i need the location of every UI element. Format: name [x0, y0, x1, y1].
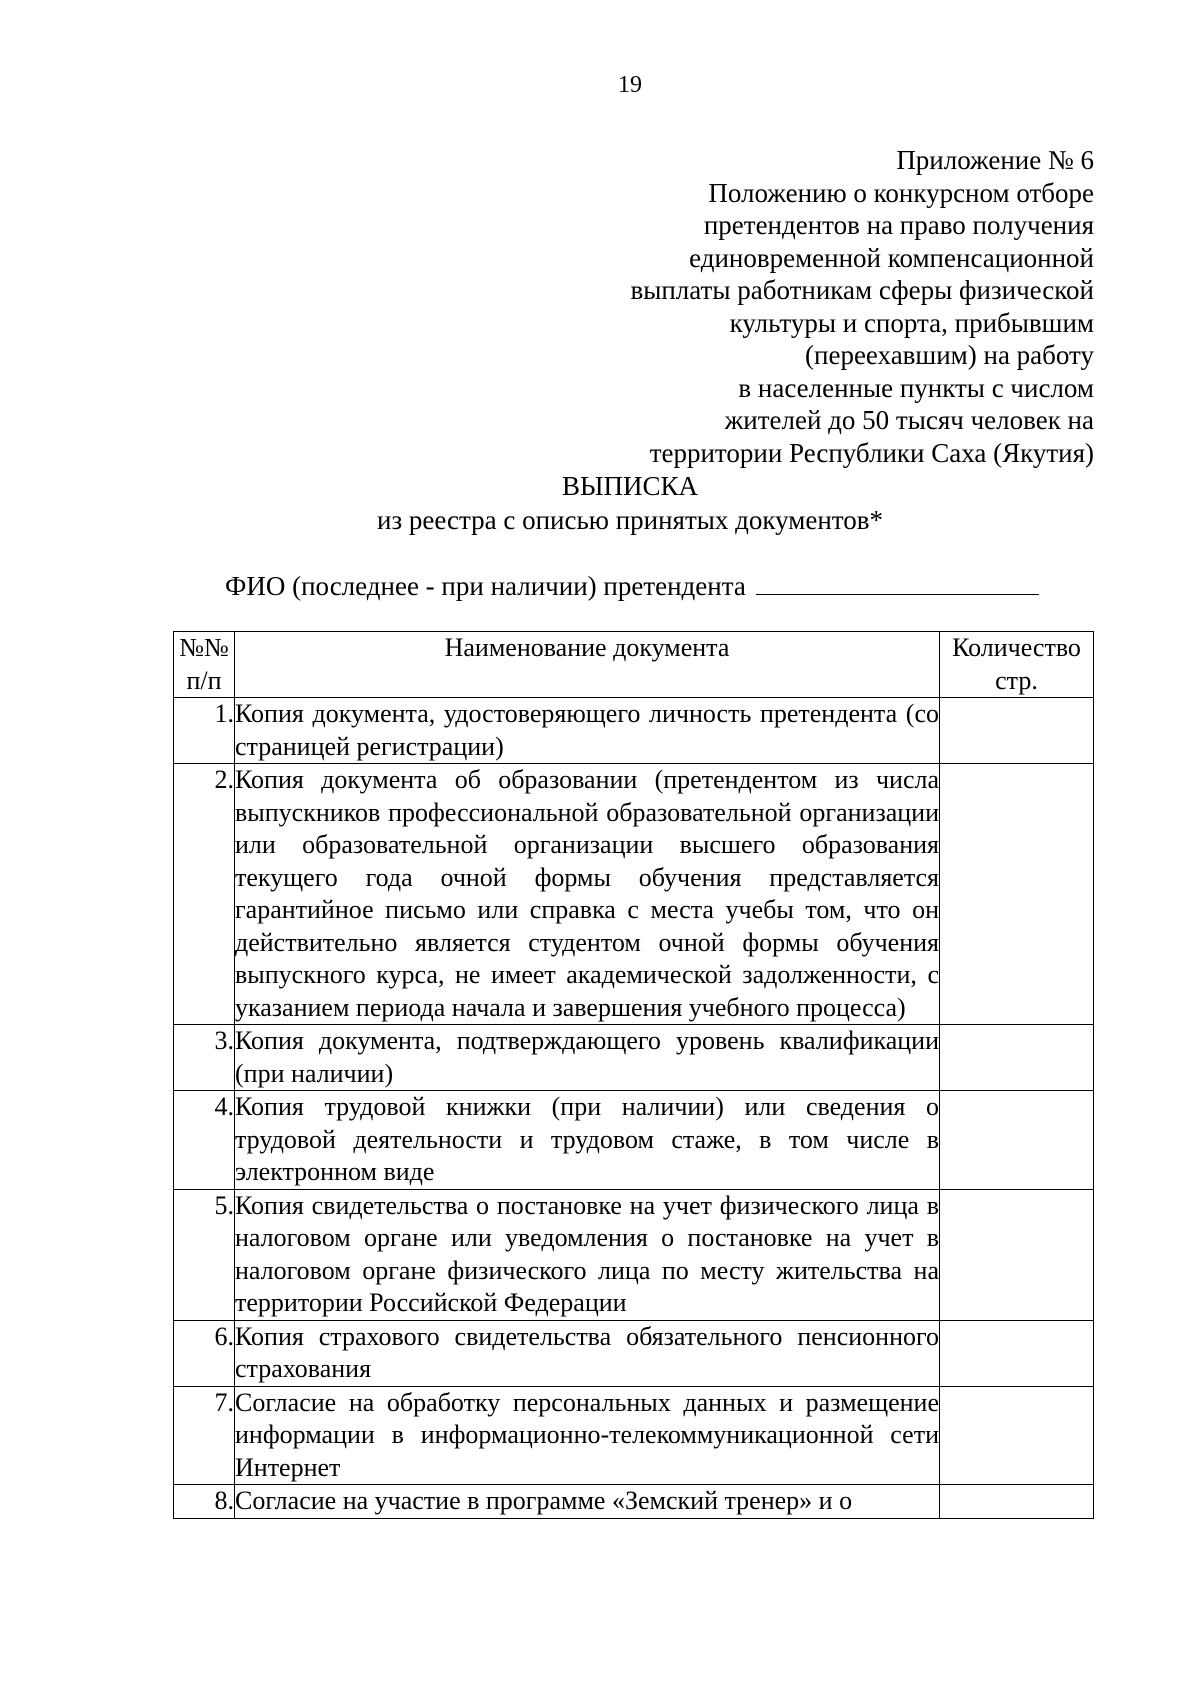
documents-table [173, 631, 1094, 1519]
table-row [174, 764, 1094, 1025]
row-page-count [940, 698, 1094, 764]
table-row [174, 1386, 1094, 1485]
header-number [174, 632, 235, 698]
row-document-name: Копия свидетельства о постановке на учет физического лица в налоговом органе или уведомления о постановке на учет в налоговом органе физического лица по месту жительства на территории Российской Федерации [235, 1189, 940, 1320]
appendix-line: (переехавшим) на работу [805, 340, 1094, 370]
row-page-count [940, 764, 1094, 1025]
row-document-name: Копия трудовой книжки (при наличии) или сведения о трудовой деятельности и трудовом стаже, в том числе в электронном виде [235, 1091, 940, 1190]
row-page-count [940, 1091, 1094, 1190]
row-page-count [940, 1485, 1094, 1519]
document-title: ВЫПИСКА [561, 471, 699, 501]
appendix-line: претендентов на право получения [703, 210, 1094, 240]
table-row [174, 1485, 1094, 1519]
appendix-line: жителей до 50 тысяч человек на [724, 405, 1094, 435]
row-document-name: Копия документа об образовании (претендентом из числа выпускников профессиональной образовательной организации или образовательной организации высшего образования текущего года очной формы обучения представляется гарантийное письмо или справка с места учебы том, что он действительно является студентом очной формы обучения выпускного курса, не имеет академической задолженности, с указанием периода начала и завершения учебного процесса) [235, 764, 940, 1025]
header-number-line: п/п [186, 665, 222, 695]
row-number: 7. [174, 1386, 235, 1485]
row-number: 5. [174, 1189, 235, 1320]
header-page-count-line: Количество [952, 633, 1081, 662]
document-subtitle: из реестра с описью принятых документов* [377, 505, 883, 535]
appendix-line: Приложение № 6 [896, 145, 1094, 175]
appendix-line: культуры и спорта, прибывшим [729, 307, 1094, 338]
header-number-line: №№ [179, 633, 229, 662]
row-page-count [940, 1320, 1094, 1386]
row-document-name: Копия документа, удостоверяющего личность претендента (со страницей регистрации) [235, 698, 940, 764]
row-page-count [940, 1189, 1094, 1320]
row-document-name: Копия документа, подтверждающего уровень квалификации (при наличии) [235, 1025, 940, 1091]
row-document-name: Согласие на участие в программе «Земский тренер» и о [235, 1485, 940, 1519]
table-row [174, 1025, 1094, 1091]
row-number: 1. [174, 698, 235, 764]
row-document-name: Копия страхового свидетельства обязательного пенсионного страхования [235, 1320, 940, 1386]
applicant-line [225, 568, 1039, 602]
appendix-line: в населенные пункты с числом [738, 372, 1094, 403]
appendix-header [630, 144, 1094, 469]
row-number: 6. [174, 1320, 235, 1386]
row-number: 4. [174, 1091, 235, 1190]
row-number: 8. [174, 1485, 235, 1519]
header-page-count-line: стр. [995, 665, 1038, 695]
applicant-label: ФИО (последнее - при наличии) претендента [225, 571, 746, 601]
row-document-name: Согласие на обработку персональных данных и размещение информации в информационно-телекоммуникационной сети Интернет [235, 1386, 940, 1485]
table-header-row [174, 632, 1094, 698]
table-row [174, 1320, 1094, 1386]
header-page-count [940, 632, 1094, 698]
table-row [174, 1189, 1094, 1320]
table-row [174, 1091, 1094, 1190]
header-document-name: Наименование документа [235, 632, 940, 698]
row-page-count [940, 1386, 1094, 1485]
appendix-line: Положению о конкурсном отборе [708, 177, 1094, 208]
page-number: 19 [618, 72, 642, 98]
row-page-count [940, 1025, 1094, 1091]
row-number: 2. [174, 764, 235, 1025]
appendix-line: выплаты работникам сферы физической [630, 275, 1094, 305]
applicant-name-blank [756, 568, 1039, 595]
table-row [174, 698, 1094, 764]
appendix-line: территории Республики Саха (Якутия) [649, 437, 1094, 468]
row-number: 3. [174, 1025, 235, 1091]
appendix-line: единовременной компенсационной [689, 242, 1094, 273]
